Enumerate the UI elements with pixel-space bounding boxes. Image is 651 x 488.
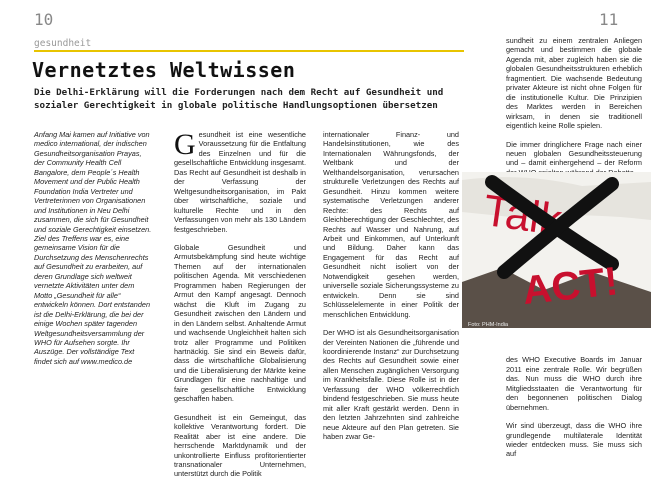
body-paragraph: sundheit zu einem zentralen Anliegen gemacht und bestimmen die globale Agenda mit, aber zugleich haben sie die globalen Gesundheitsstrukturen erheblich fragmentiert. Die wachsende Bedeutung privater Akteure ist nicht ohne Folgen für die institutionelle Kultur. Die Prinzipien des Marktes werden in Bereichen wirksam, in denen sie traditionell eigentlich keine Rolle spielen. <box>506 36 642 131</box>
page-number-right: 11 <box>599 10 619 29</box>
body-paragraph: Wir sind überzeugt, dass die WHO ihre grundlegende multilaterale Identität wieder entdecken muss. Sie muss sich auf <box>506 421 642 459</box>
body-paragraph <box>174 130 306 234</box>
body-paragraph: internationaler Finanz- und Handelsinstitutionen, wie des Internationalen Währungsfonds, der Weltbank und der Welthandelsorganisation, verursachen strukturelle Verletzungen des Rechts auf Gesundheit. Hinzu kommen weitere systematische Verletzungen anderer Rechte: des Rechts auf Gleichberechtigung der Geschlechter, des Rechts auf Wasser und Nahrung, auf Arbeit und Einkommen, auf Unterkunft und Bildung. Daher kann das Engagement für das Recht auf Gesundheit nicht isoliert von der Notwendigkeit gesehen werden, universelle soziale Sicherungssysteme zu entwickeln. Denn sie sind Schlüsselelemente in einer Politik der menschlichen Entwicklung. <box>323 130 459 319</box>
body-paragraph: Die immer dringlichere Frage nach einer neuen globalen Gesundheitssteuerung und – damit einhergehend – der Reform <box>506 139 642 168</box>
body-paragraph: Gesundheit ist ein Gemeingut, das kollektive Verantwortung fordert. Die Realität aber ist eine andere. Die herrschende Marktdynamik und der unkontrollierte Einfluss profitorientierter transnationaler Unternehmen, unterstützt durch die Politik <box>174 412 306 479</box>
article-deck: Die Delhi-Erklärung will die Forderungen nach dem Recht auf Gesundheit und sozialer Gerechtigkeit in globale politische Handlungsoptionen übersetzen <box>34 87 444 111</box>
article-intro <box>34 130 152 375</box>
article-column-2 <box>323 130 459 451</box>
banner-text-act: ACT! <box>520 259 621 314</box>
drop-cap: G <box>174 128 196 161</box>
banner-text-talk: Talk <box>480 185 565 246</box>
banner-illustration <box>462 172 651 328</box>
intro-paragraph: Anfang Mai kamen auf Initiative von medico international, der indischen Gesundheitsorganisation Prayas, der Community Health Cell Bangalore, dem People´s Health Movement und der Public Health Foundation India Vertreter und Vertreterinnen von Organisationen und Institutionen in Neu Delhi zusammen, die sich für Gesundheit und soziale Gerechtigkeit einsetzen. Ziel des Treffens war es, eine gemeinsame Vision für die Durchsetzung des Menschenrechts auf Gesundheit zu erarbeiten, auf deren Grundlage sich weltweit vernetzte Aktivitäten unter dem Motto „Gesundheit für alle“ entwickeln können. Dort entstanden ist die Delhi-Erklärung, die bei der einige Wochen später tagenden Weltgesundheitsversammlung der WHO für Aufsehen sorgte. Ihr Auszüge. Der vollständige Text findet sich auf www.medico.de <box>34 130 152 366</box>
section-divider <box>34 50 464 52</box>
article-column-1 <box>174 130 306 488</box>
body-paragraph: Globale Gesundheit und Armutsbekämpfung sind heute wichtige Themen auf der internationalen politischen Agenda. Mit verschiedenen Programmen haben Regierungen der Armut den Kampf angesagt. Dennoch wächst die Kluft im Zugang zu Gesundheit zwischen den Ländern und in den Ländern selbst. Anhaltende Armut und wachsende Ungleichheit halten sich trotz aller Programme und Politiken hartnäckig. Sie sind ein Beweis dafür, dass die wirtschaftliche Globalisierung und die Liberalisierung der Märkte keine Grundlagen für eine nachhaltige und faire gesellschaftliche Entwicklung geschaffen haben. <box>174 242 306 404</box>
section-label: gesundheit <box>34 38 92 49</box>
page-number-left: 10 <box>34 10 54 29</box>
article-headline: Vernetztes Weltwissen <box>32 58 296 82</box>
protest-banner-photo <box>462 172 651 328</box>
photo-credit: Foto: PHM-India <box>468 322 509 328</box>
body-paragraph: Der WHO ist als Gesundheitsorganisation der Vereinten Nationen die „führende und koordinierende Instanz“ zur Durchsetzung des Rechts auf Gesundheit sowie einer allen Menschen zugänglichen Versorgung im Krankheitsfalle. Diese Rolle ist in der Verfassung der WHO völkerrechtlich bindend festgeschrieben. Sie muss heute mit aller Kraft gestärkt werden. Denn in den letzten Jahrzehnten sind zahlreiche neue Akteure auf den Plan getreten. Sie haben zwar Ge- <box>323 328 459 442</box>
body-paragraph: des WHO Executive Boards im Januar 2011 eine zentrale Rolle. Wir begrüßen das. Nun muss die WHO durch ihre Mitgliedsstaaten die Verantwortung für den begonnenen politischen Dialog übernehmen. <box>506 355 642 412</box>
paragraph-text: esundheit ist eine wesentliche Voraussetzung für die Entfaltung des Einzelnen und für die gesellschaftliche Entwicklung insgesamt. Das Recht auf Gesundheit ist deshalb in der Verfassung der Weltgesundheitsorganisation, im Pakt über wirtschaftliche, soziale und kulturelle Rechte und in den Verfassungen von mehr als 130 Ländern festgeschrieben. <box>174 130 306 234</box>
